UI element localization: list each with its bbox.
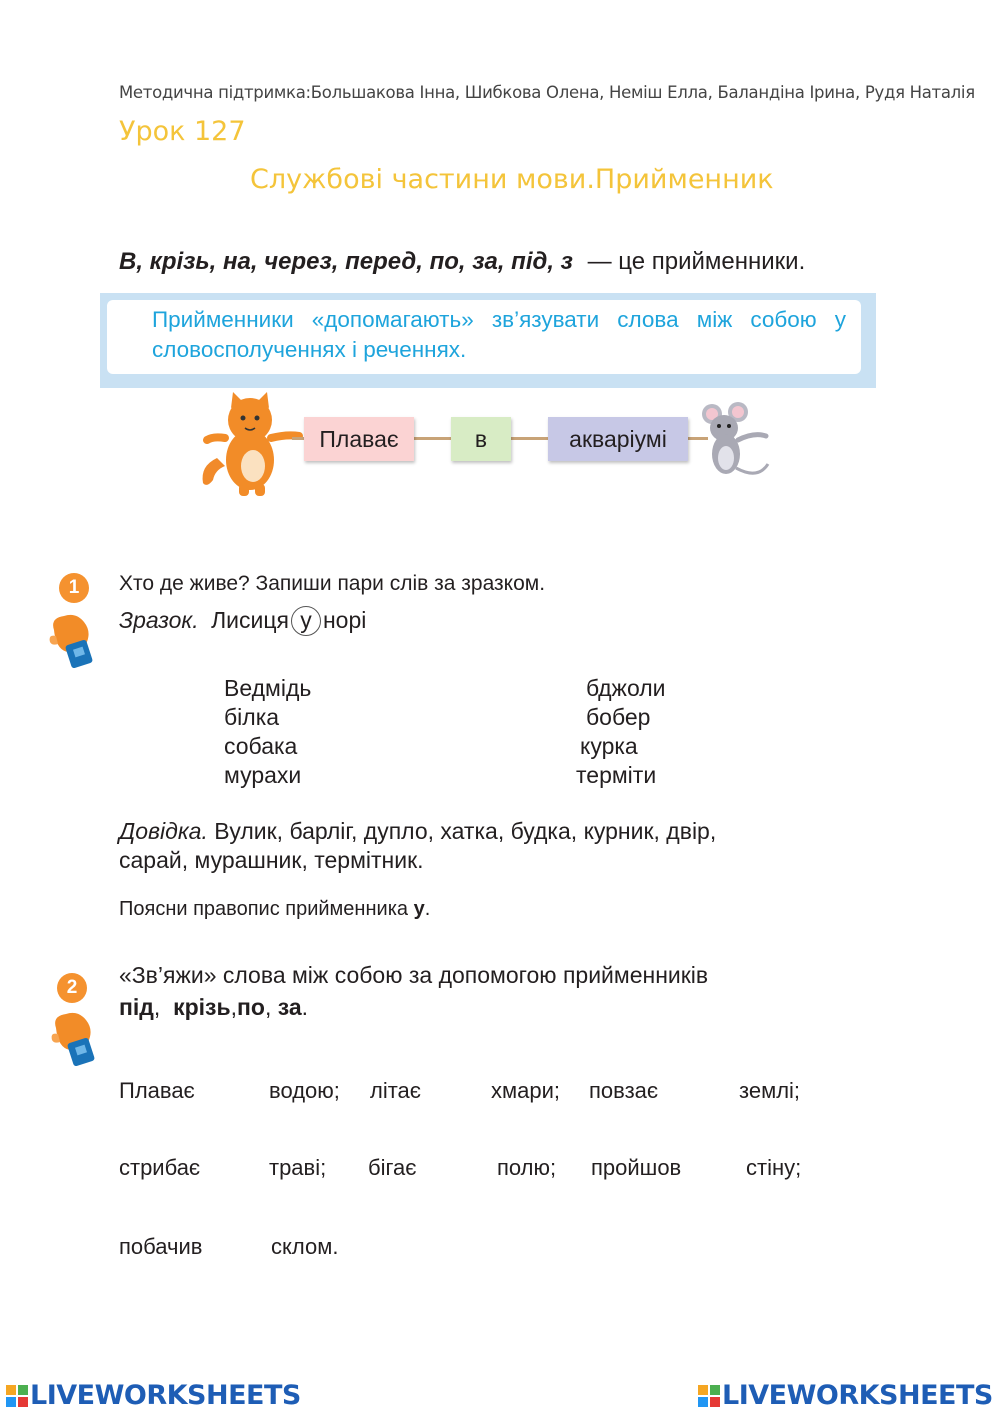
task1-sample xyxy=(119,606,366,636)
left-word: білка xyxy=(224,704,280,730)
exercise-word: хмари; xyxy=(491,1078,560,1103)
footer-logo-left xyxy=(6,1380,301,1411)
preposition-word: за xyxy=(277,994,302,1020)
footer-brand-text: LIVEWORKSHEETS xyxy=(30,1380,301,1411)
preposition-word: під xyxy=(119,994,154,1020)
prepositions-suffix: — це прийменники. xyxy=(587,248,806,275)
exercise-word: стіну; xyxy=(746,1155,802,1180)
example-word-card: Плаває xyxy=(304,417,414,461)
rope-segment xyxy=(414,437,452,440)
right-word: бджоли xyxy=(586,675,666,701)
exercise-word: полю; xyxy=(497,1155,557,1180)
credits: Методична підтримка:Большакова Інна, Шибкова Олена, Неміш Елла, Баландіна Ірина, Рудя Наталія xyxy=(119,83,975,102)
exercise-word: літає xyxy=(370,1078,422,1103)
exercise-word: землі; xyxy=(739,1078,801,1103)
exercise-word: повзає xyxy=(589,1078,659,1103)
hint-line xyxy=(119,818,716,845)
preposition-word: крізь xyxy=(173,994,231,1020)
hand-book-icon xyxy=(48,1008,100,1070)
exercise-word: траві; xyxy=(269,1155,327,1180)
example-word-card: акваріумі xyxy=(548,417,688,461)
exercise-word: бігає xyxy=(368,1155,417,1180)
sample-label: Зразок. xyxy=(119,607,199,633)
prepositions-line xyxy=(119,248,805,276)
prepositions-list: В, крізь, на, через, перед, по, за, під, з xyxy=(119,248,573,275)
sample-word: норі xyxy=(322,607,367,633)
footer-logo-right xyxy=(698,1380,993,1411)
rule-text: Прийменники «допомагають» зв’язувати слова між собою у словосполученнях і реченнях. xyxy=(152,307,846,362)
exercise-word: стрибає xyxy=(119,1155,201,1180)
task2-instruction: «Зв’яжи» слова між собою за допомогою прийменників xyxy=(119,962,709,988)
left-word: Ведмідь xyxy=(224,675,312,701)
lesson-number: Урок 127 xyxy=(119,116,246,147)
mouse-illustration xyxy=(696,402,776,488)
explain-text: Поясни правопис прийменника xyxy=(119,898,409,920)
left-word: собака xyxy=(224,733,298,759)
liveworksheets-logo-icon xyxy=(698,1385,720,1407)
task1-instruction: Хто де живе? Запиши пари слів за зразком. xyxy=(119,572,546,595)
rope-segment xyxy=(511,437,549,440)
explain-line xyxy=(119,898,430,921)
hint-text: Вулик, барліг, дупло, хатка, будка, курник, двір, xyxy=(214,818,717,844)
task-number-badge: 2 xyxy=(57,973,87,1003)
preposition-word: по xyxy=(236,994,265,1020)
hint-text-line2: сарай, мурашник, термітник. xyxy=(119,847,424,873)
sample-preposition-circle: у xyxy=(291,606,321,636)
right-word: курка xyxy=(580,733,638,759)
right-word: терміти xyxy=(576,762,657,788)
hint-label: Довідка. xyxy=(119,818,208,844)
left-word: мурахи xyxy=(224,762,302,788)
exercise-word: пройшов xyxy=(591,1155,682,1180)
example-preposition-card: в xyxy=(451,417,511,461)
hand-book-icon xyxy=(46,610,98,672)
right-word: бобер xyxy=(586,704,651,730)
task-number-badge: 1 xyxy=(59,573,89,603)
sample-word: Лисиця xyxy=(211,607,289,633)
footer-brand-text: LIVEWORKSHEETS xyxy=(722,1380,993,1411)
exercise-word: Плаває xyxy=(119,1078,195,1103)
lesson-topic: Службові частини мови.Прийменник xyxy=(250,164,774,195)
liveworksheets-logo-icon xyxy=(6,1385,28,1407)
cat-illustration xyxy=(195,388,305,498)
exercise-word: водою; xyxy=(269,1078,340,1103)
exercise-word: склом. xyxy=(271,1234,339,1259)
explain-end: . xyxy=(424,898,431,920)
explain-bold: у xyxy=(413,898,425,920)
exercise-word: побачив xyxy=(119,1234,203,1259)
task2-prepositions: під, крізь,по, за. xyxy=(119,994,309,1020)
